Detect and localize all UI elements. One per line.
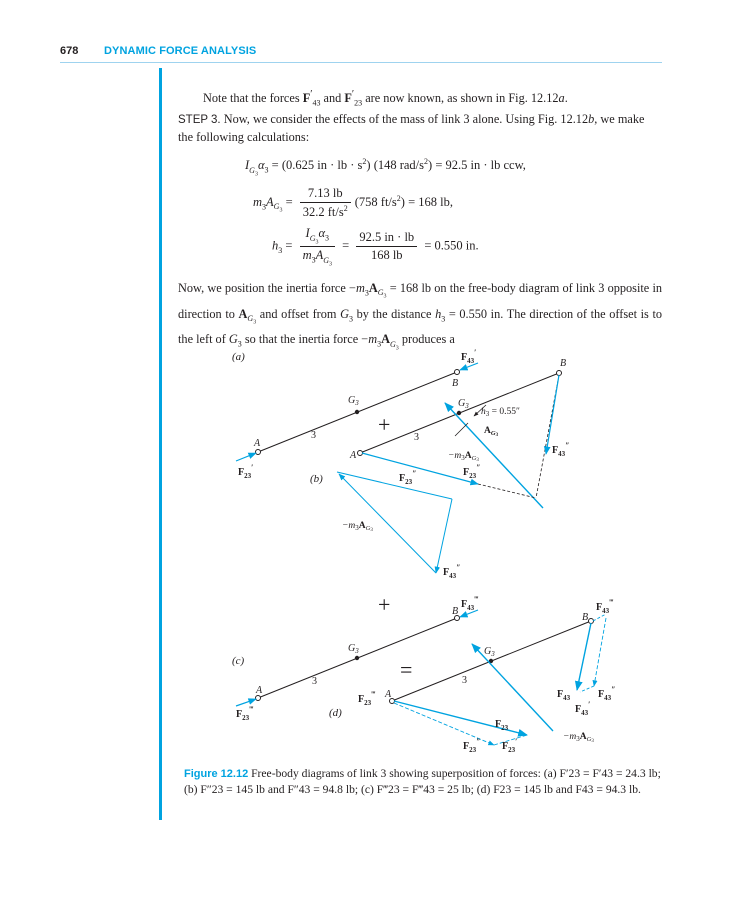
- caption-text: Free-body diagrams of link 3 showing superposition of forces: (a) F′23 = F′43 = 24.3 lb; (b) F″23 = 145 lb and F″43 = 94.8 lb; (c) F‴23 = F‴43 = 25 lb; (d) F23 = 145 lb and F43 = 94.3 lb.: [184, 767, 661, 796]
- pin-A-b: [358, 451, 363, 456]
- label-B-c: B: [452, 606, 459, 617]
- centroid-G3-b: [457, 411, 461, 415]
- label-F23pp-b: $F_{23}''$: [463, 463, 481, 480]
- plus-sign-2: +: [378, 592, 391, 617]
- pin-B-b: [557, 371, 562, 376]
- label-F43pp-poly: $F_{43}''$: [443, 563, 461, 580]
- pin-B-a: [455, 370, 460, 375]
- force-F43p-dashed: [580, 686, 594, 692]
- figure-label: Figure 12.12: [184, 768, 249, 780]
- force-F43ppp-dashed: [593, 614, 606, 621]
- label-c: (c): [232, 655, 245, 667]
- label-F43-d: $F_{43}$: [557, 689, 571, 702]
- label-A-b: A: [350, 450, 357, 461]
- equation-inertia-force: $m_3A_{G_3}$ = $\frac{7.13 lb}{32.2 ft/s^2}$ (758 $ft/s^2) = 168$ lb,: [253, 186, 453, 220]
- label-neg-m3AG3-b: $-m_3A_G3$: [448, 451, 479, 463]
- label-B-b: B: [560, 358, 567, 369]
- label-A-c: A: [256, 685, 263, 696]
- label-F43pp-d: $F_{43}''$: [598, 685, 616, 702]
- label-link3-a: 3: [311, 430, 316, 441]
- inertia-force-paragraph: Now, we position the inertia force $-m_3A_{G_3} = 168$ lb on the free-body diagram of link 3 opposite in direction to $A_{G_3}$ and offset from $G_3$ by the distance $h_3 = 0.550$ in. The direction of the offset is to the left of $G_3$ so that the inertia force $-m_3A_{G_3}$ produces a: [178, 281, 663, 352]
- label-F23ppp-d: $F_{23}^‴$: [358, 690, 376, 707]
- label-B-a: B: [452, 378, 459, 389]
- label-AG3: $A_G3$: [484, 426, 499, 438]
- label-G3-c: $G_3$: [348, 643, 359, 655]
- label-A-a: A: [254, 438, 261, 449]
- pin-A-a: [256, 450, 261, 455]
- label-F23p-d: $F_{23}'$: [502, 737, 518, 754]
- polygon-F23pp: [337, 472, 452, 499]
- centroid-G3-a: [355, 410, 359, 414]
- centroid-G3-c: [355, 656, 359, 660]
- label-b: (b): [310, 473, 323, 485]
- label-F23pp-poly: $F_{23}''$: [399, 469, 417, 486]
- pin-B-d: [589, 619, 594, 624]
- pin-A-c: [256, 696, 261, 701]
- label-neg-m3AG3-poly: $-m_3A_G3$: [342, 521, 373, 533]
- label-F23pp-d: $F_{23}''$: [463, 737, 481, 754]
- label-d: (d): [329, 707, 342, 719]
- label-F43p: $F_{43}'$: [461, 348, 477, 365]
- step-label: STEP 3.: [178, 114, 221, 126]
- label-F23p: $F_{23}'$: [238, 463, 254, 480]
- step3-paragraph: STEP 3. Now, we consider the effects of the mass of link 3 alone. Using Fig. 12.12b, we make the following calculations:: [178, 112, 645, 144]
- label-F23ppp: $F_{23}^‴$: [236, 705, 254, 722]
- equation-inertia-torque: $I_{G_3}\alpha_3 = (0.625$ in · lb · $s^2$) (148 rad/$s^2) = 92.5$ in · lb ccw,: [245, 157, 526, 178]
- label-a: (a): [232, 351, 245, 363]
- label-A-d: A: [385, 689, 392, 700]
- page-number: 678: [60, 45, 79, 57]
- label-G3-a: $G_3$: [348, 395, 359, 407]
- polygon-F43pp: [436, 499, 452, 573]
- label-neg-m3AG3-d: $-m_3A_G3$: [563, 732, 594, 744]
- label-link3-c: 3: [312, 676, 317, 687]
- force-F23p-dashed: [494, 735, 527, 745]
- force-F43pp-arrow: [546, 375, 559, 454]
- label-F43ppp: $F_{43}^‴$: [461, 595, 479, 612]
- label-link3-b: 3: [414, 432, 419, 443]
- label-F43pp-b: $F_{43}''$: [552, 441, 570, 458]
- plus-sign-1: +: [378, 412, 391, 437]
- figure-caption: [184, 766, 662, 798]
- equals-sign: =: [400, 657, 413, 682]
- inertia-force-arrow-d: [472, 644, 553, 731]
- label-B-d: B: [582, 612, 589, 623]
- label-link3-d: 3: [462, 675, 467, 686]
- label-F43ppp-d: $F_{43}^‴$: [596, 598, 614, 615]
- force-F23p-arrow: [236, 453, 256, 461]
- label-G3-b: $G_3$: [458, 398, 469, 410]
- equation-offset-distance: $h_3$ = $\frac{I_{G_3}\alpha_3}{m_3A_{G_3}}$ = $\frac{92.5 in \cdot lb}{168 lb}$ = 0.550 in.: [272, 226, 479, 268]
- label-F43p-d: $F_{43}'$: [575, 700, 591, 717]
- label-F23-d: $F_{23}$: [495, 719, 509, 732]
- label-G3-d: $G_3$: [484, 646, 495, 658]
- force-F43-arrow: [577, 623, 591, 690]
- intro-paragraph: Note that the forces $F'_{43}$ and $F'_{23}$ are now known, as shown in Fig. 12.12a.: [203, 89, 568, 108]
- label-h3: $h_3 = 0.55''$: [481, 407, 520, 418]
- section-title: DYNAMIC FORCE ANALYSIS: [104, 45, 257, 57]
- offset-dimension: [455, 423, 468, 436]
- force-F43pp-dashed: [594, 618, 606, 686]
